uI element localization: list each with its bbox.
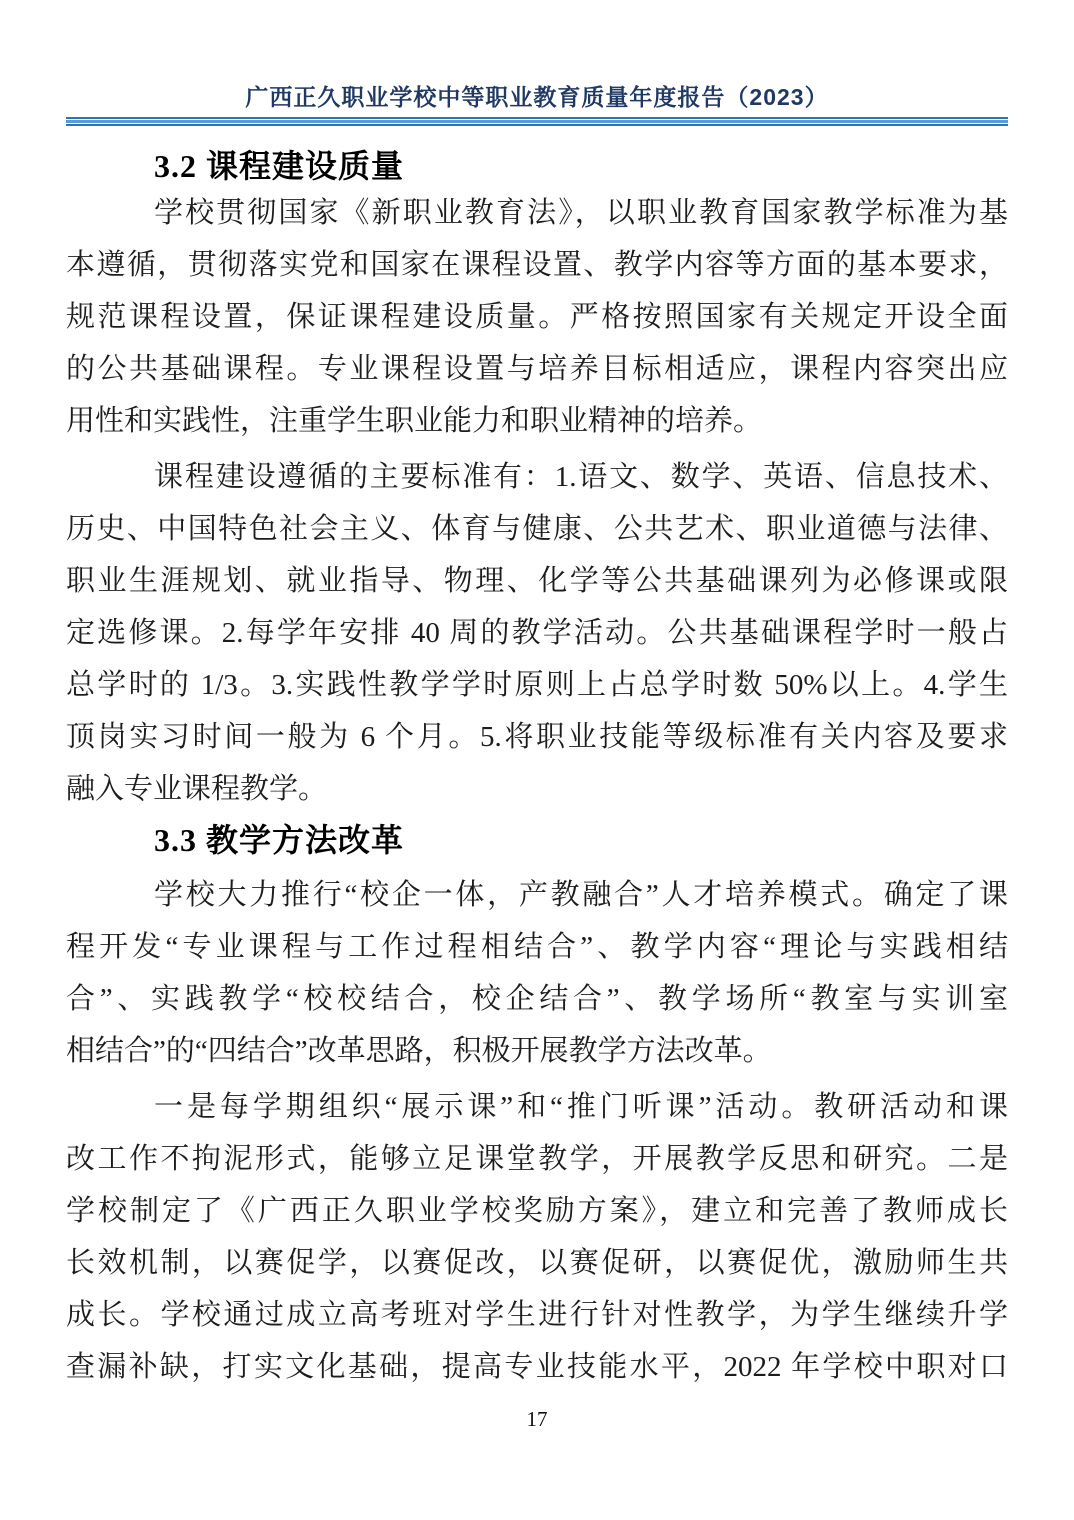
text-line: 改工作不拘泥形式，能够立足课堂教学，开展教学反思和研究。二是: [66, 1143, 1008, 1175]
page-header-title: 广西正久职业学校中等职业教育质量年度报告（2023）: [245, 84, 829, 110]
text-line: 本遵循，贯彻落实党和国家在课程设置、教学内容等方面的基本要求，: [66, 249, 1008, 281]
text-line: 程开发“专业课程与工作过程相结合”、教学内容“理论与实践相结: [66, 931, 1008, 963]
text-line: 相结合”的“四结合”改革思路，积极开展教学方法改革。: [66, 1035, 772, 1067]
text-line: 学校制定了《广西正久职业学校奖励方案》，建立和完善了教师成长: [66, 1195, 1008, 1227]
paragraph: [66, 869, 1008, 1077]
text-line: 总学时的 1/3。3.实践性教学学时原则上占总学时数 50%以上。4.学生: [66, 669, 1008, 701]
text-line: 历史、中国特色社会主义、体育与健康、公共艺术、职业道德与法律、: [66, 513, 1008, 545]
text-line: 用性和实践性，注重学生职业能力和职业精神的培养。: [66, 405, 763, 437]
paragraph: [66, 451, 1008, 815]
header-divider-rule: [66, 117, 1008, 126]
paragraph: [66, 1081, 1008, 1393]
text-line: 职业生涯规划、就业指导、物理、化学等公共基础课列为必修课或限: [66, 565, 1008, 597]
section-heading-3-2: 3.2 课程建设质量: [154, 148, 405, 184]
text-line: 顶岗实习时间一般为 6 个月。5.将职业技能等级标准有关内容及要求: [66, 721, 1008, 753]
text-line: 课程建设遵循的主要标准有：1.语文、数学、英语、信息技术、: [154, 461, 1008, 493]
text-line: 定选修课。2.每学年安排 40 周的教学活动。公共基础课程学时一般占: [66, 617, 1008, 649]
paragraph: [66, 187, 1008, 447]
text-line: 查漏补缺，打实文化基础，提高专业技能水平，2022 年学校中职对口: [66, 1351, 1008, 1383]
text-line: 融入专业课程教学。: [66, 773, 328, 805]
text-line: 学校贯彻国家《新职业教育法》，以职业教育国家教学标准为基: [154, 197, 1008, 229]
document-body: [66, 145, 1008, 1393]
section-heading-3-3: 3.3 教学方法改革: [154, 822, 405, 858]
text-line: 学校大力推行“校企一体，产教融合”人才培养模式。确定了课: [154, 879, 1008, 911]
page-number: 17: [526, 1407, 548, 1431]
text-line: 合”、实践教学“校校结合，校企结合”、教学场所“教室与实训室: [66, 983, 1008, 1015]
text-line: 长效机制，以赛促学，以赛促改，以赛促研，以赛促优，激励师生共: [66, 1247, 1008, 1279]
text-line: 的公共基础课程。专业课程设置与培养目标相适应，课程内容突出应: [66, 353, 1008, 385]
text-line: 规范课程设置，保证课程建设质量。严格按照国家有关规定开设全面: [66, 301, 1008, 333]
text-line: 成长。学校通过成立高考班对学生进行针对性教学，为学生继续升学: [66, 1299, 1008, 1331]
text-line: 一是每学期组织“展示课”和“推门听课”活动。教研活动和课: [154, 1091, 1008, 1123]
